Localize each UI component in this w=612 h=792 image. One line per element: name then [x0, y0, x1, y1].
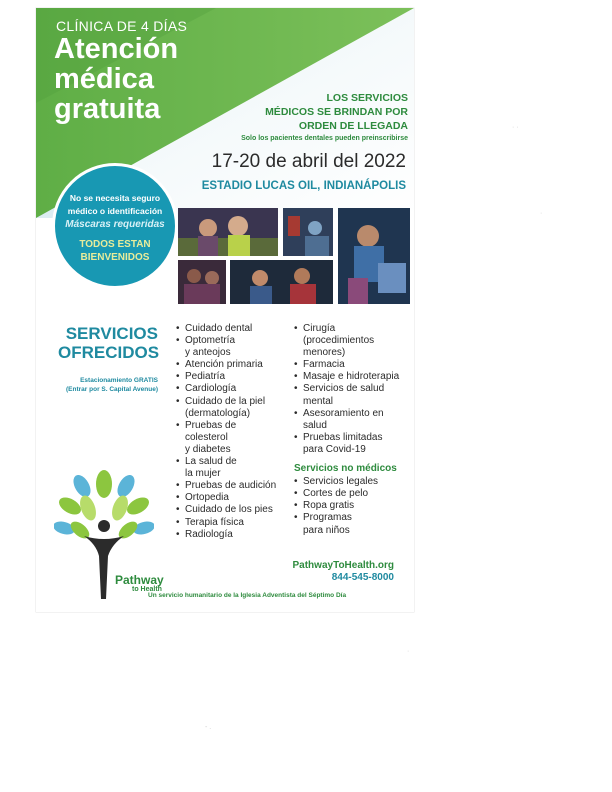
service-item: • Cuidado de los pies [176, 504, 284, 516]
service-item: • Cuidado de la piel (dermatología) [176, 396, 284, 420]
everyone-welcome [59, 238, 171, 264]
service-item: • Pruebas de colesterol y diabetes [176, 420, 284, 456]
scan-speck: · · [512, 124, 519, 131]
badge-line: TODOS ESTAN [79, 239, 151, 250]
parking-note [42, 376, 158, 394]
parking-line: (Entrar por S. Capital Avenue) [66, 386, 158, 393]
phone-number: 844-545-8000 [331, 572, 394, 583]
photo-patients-smiling [178, 208, 278, 256]
photo-community-group [178, 260, 226, 304]
logo-subword: to Health [132, 586, 162, 593]
service-item: • La salud de la mujer [176, 456, 284, 480]
website-link[interactable]: PathwayToHealth.org [292, 560, 394, 571]
welcome-badge [52, 163, 178, 289]
service-item: • Pruebas limitadas para Covid-19 [294, 432, 409, 456]
title-line: médica [54, 63, 154, 95]
clinic-duration-label: CLÍNICA DE 4 DÍAS [56, 18, 188, 34]
service-item: • Cuidado dental [176, 323, 284, 335]
photo-dentist-working [338, 208, 410, 304]
photo-eye-exam [230, 260, 333, 304]
more-services-list [294, 323, 409, 537]
no-insurance-note [59, 192, 171, 218]
heading-line: OFRECIDOS [58, 343, 160, 362]
badge-line: No se necesita seguro [69, 193, 161, 203]
service-item: • Servicios de salud mental [294, 383, 409, 407]
service-item: • Radiología [176, 529, 284, 541]
service-item: • Terapia física [176, 517, 284, 529]
notice-line: LOS SERVICIOS [326, 92, 408, 104]
service-item: • Ropa gratis [294, 500, 409, 512]
service-item: • Farmacia [294, 359, 409, 371]
parking-line: Estacionamiento GRATIS [80, 377, 158, 384]
flyer-title [54, 34, 178, 124]
badge-line: BIENVENIDOS [80, 252, 150, 263]
notice-line: MÉDICOS SE BRINDAN POR [265, 106, 408, 118]
service-item: • Optometría y anteojos [176, 335, 284, 359]
non-medical-heading: Servicios no médicos [294, 463, 397, 475]
service-item: • Pediatría [176, 371, 284, 383]
title-line: Atención [54, 33, 179, 65]
logo-wordmark: Pathway [115, 573, 164, 587]
service-item: • Pruebas de audición [176, 480, 284, 492]
scan-speck: - . [205, 724, 212, 731]
scan-speck: · [540, 210, 543, 217]
service-item: • Servicios legales [294, 476, 409, 488]
person-icon [84, 520, 124, 599]
service-item: • Masaje e hidroterapia [294, 371, 409, 383]
badge-line: médico o identificación [67, 206, 163, 216]
service-item: • Atención primaria [176, 359, 284, 371]
service-item: • Cortes de pelo [294, 488, 409, 500]
photo-dental-procedure [283, 208, 333, 256]
service-item: • Asesoramiento en salud [294, 408, 409, 432]
masks-required: Máscaras requeridas [65, 219, 165, 230]
service-item: • Programas para niños [294, 512, 409, 536]
notice-line: ORDEN DE LLEGADA [298, 120, 408, 132]
service-item: • Cardiología [176, 383, 284, 395]
medical-services-list [176, 323, 284, 541]
event-dates: 17-20 de abril del 2022 [211, 151, 406, 172]
title-line: gratuita [54, 93, 161, 125]
heading-line: SERVICIOS [65, 324, 158, 343]
scan-speck: · [407, 648, 410, 655]
service-item: • Ortopedia [176, 492, 284, 504]
event-venue: ESTADIO LUCAS OIL, INDIANÁPOLIS [201, 180, 406, 192]
services-heading [58, 324, 158, 362]
dental-preregistration-note: Solo los pacientes dentales pueden preinscribirse [241, 135, 408, 142]
service-item: • Cirugía (procedimientos menores) [294, 323, 409, 359]
organization-tagline: Un servicio humanitario de la Iglesia Adventista del Séptimo Día [148, 592, 347, 599]
first-come-notice [238, 91, 408, 133]
flyer-page [36, 8, 414, 612]
